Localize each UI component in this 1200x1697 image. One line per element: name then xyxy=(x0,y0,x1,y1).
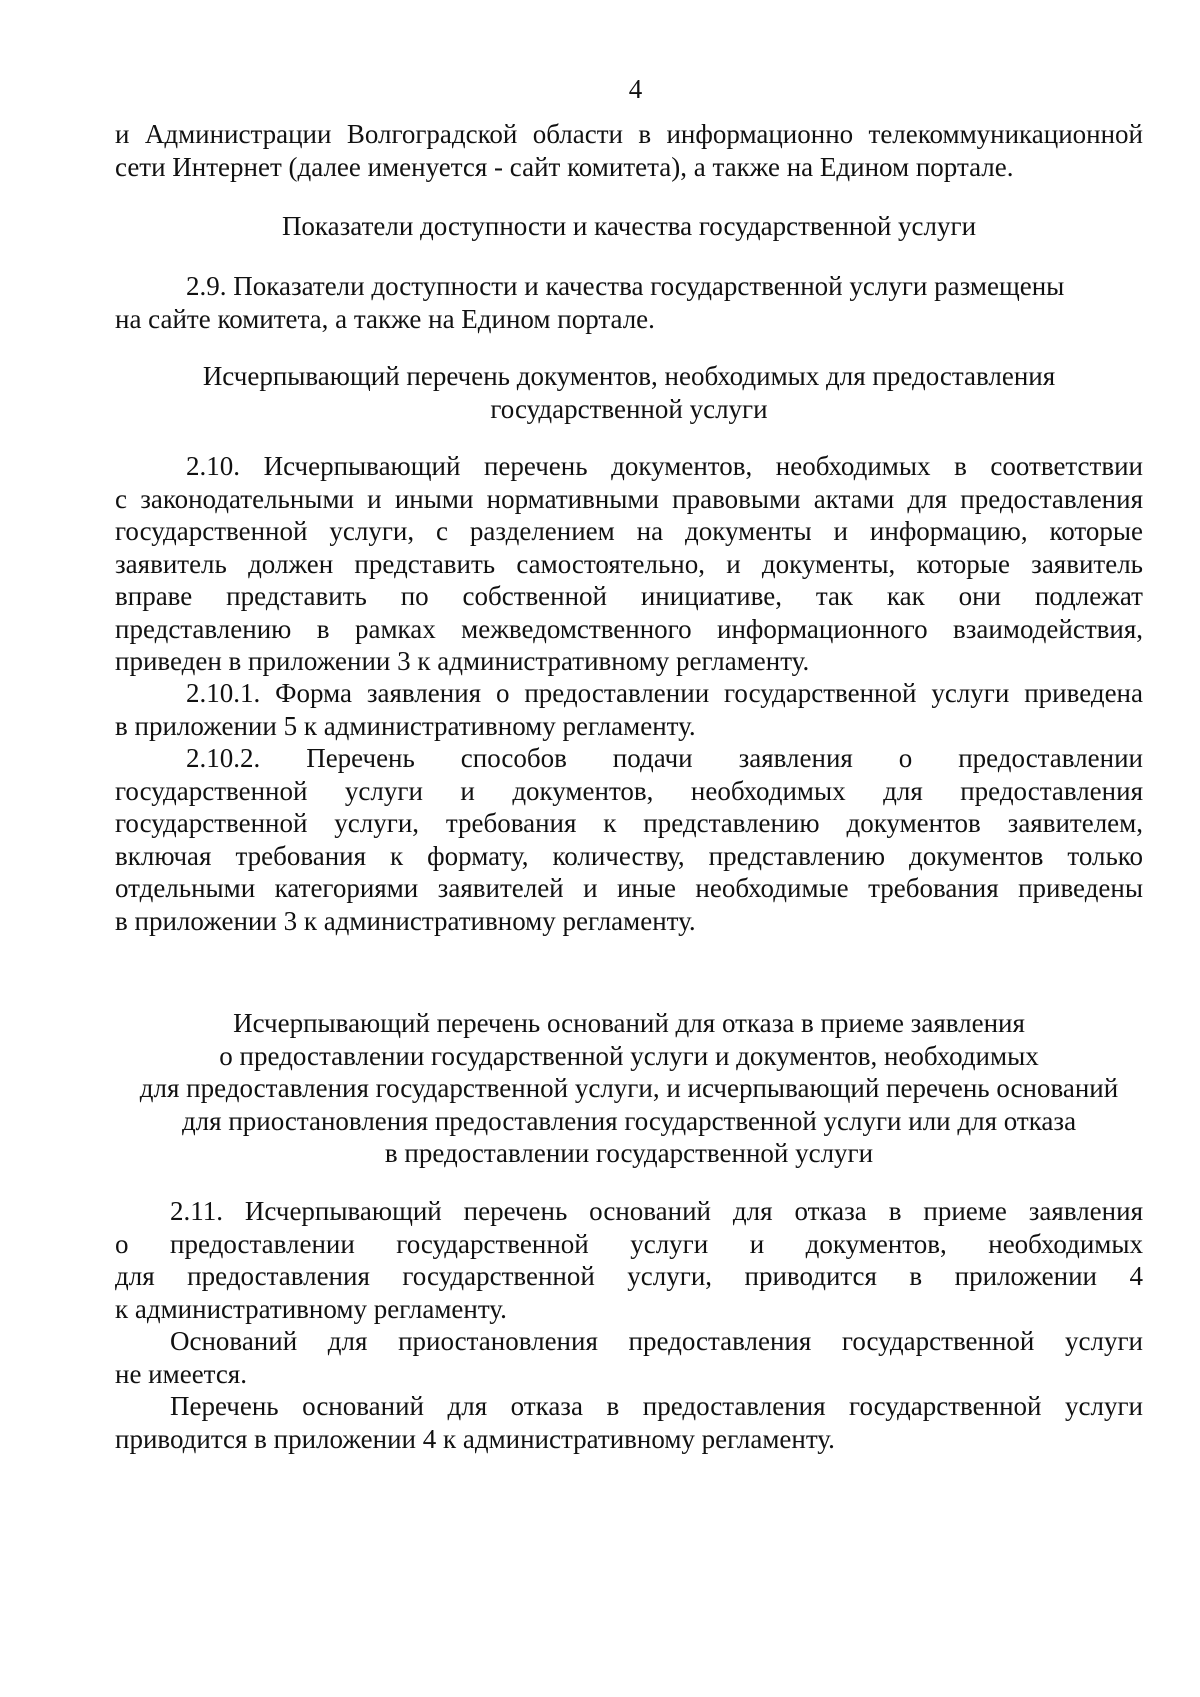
text-line: приводится в приложении 4 к административному регламенту. xyxy=(115,1423,835,1454)
heading-line: для предоставления государственной услуги, и исчерпывающий перечень оснований xyxy=(139,1073,1119,1103)
paragraph-2-9 xyxy=(115,270,1143,335)
text-line: в приложении 3 к административному регламенту. xyxy=(115,905,696,936)
text-line: о предоставлении государственной услуги и документов, необходимых xyxy=(115,1228,1143,1259)
text-line: 2.10.2. Перечень способов подачи заявления о предоставлении xyxy=(186,743,1143,773)
heading-line: Исчерпывающий перечень документов, необходимых для предоставления xyxy=(202,361,1056,391)
heading-line: Исчерпывающий перечень оснований для отказа в приеме заявления xyxy=(233,1008,1025,1038)
paragraph-2-11 xyxy=(115,1195,1143,1325)
text-line: 2.9. Показатели доступности и качества государственной услуги размещены xyxy=(186,271,1065,301)
text-line: 2.11. Исчерпывающий перечень оснований для отказа в приеме заявления xyxy=(170,1196,1143,1226)
heading-line: Показатели доступности и качества государственной услуги xyxy=(281,211,977,241)
text-line: отдельными категориями заявителей и иные необходимые требования приведены xyxy=(115,873,1143,903)
text-line: для предоставления государственной услуги, приводится в приложении 4 xyxy=(115,1261,1143,1291)
heading-line: для приостановления предоставления государственной услуги или для отказа xyxy=(181,1105,1077,1136)
text-line: заявитель должен представить самостоятельно, и документы, которые заявитель xyxy=(115,548,1143,579)
text-line: и Администрации Волгоградской области в информационно телекоммуникационной xyxy=(115,119,1143,149)
text-line: государственной услуги, требования к представлению документов заявителем, xyxy=(115,808,1143,838)
paragraph-2-10 xyxy=(115,450,1143,678)
text-line: вправе представить по собственной инициативе, так как они подлежат xyxy=(115,581,1143,611)
text-line: Перечень оснований для отказа в предоставления государственной услуги xyxy=(170,1391,1143,1421)
text-line: 2.10. Исчерпывающий перечень документов, необходимых в соответствии xyxy=(186,451,1143,481)
heading-line: в предоставлении государственной услуги xyxy=(384,1138,874,1168)
heading-line: государственной услуги xyxy=(490,393,768,424)
text-line: Оснований для приостановления предоставления государственной услуги xyxy=(170,1326,1143,1356)
paragraph-suspension xyxy=(115,1325,1143,1390)
text-line: на сайте комитета, а также на Едином портале. xyxy=(115,303,655,334)
text-line: государственной услуги и документов, необходимых для предоставления xyxy=(115,775,1143,806)
text-line: с законодательными и иными нормативными правовыми актами для предоставления xyxy=(115,483,1143,514)
text-line: включая требования к формату, количеству, представлению документов только xyxy=(115,840,1143,871)
text-line: приведен в приложении 3 к административному регламенту. xyxy=(115,646,810,676)
heading-line: о предоставлении государственной услуги и документов, необходимых xyxy=(219,1040,1039,1071)
section-heading-availability xyxy=(115,210,1143,243)
text-line: в приложении 5 к административному регламенту. xyxy=(115,710,696,741)
text-line: 2.10.1. Форма заявления о предоставлении государственной услуги приведена xyxy=(186,678,1143,708)
section-heading-refusal-grounds xyxy=(115,1007,1143,1170)
text-line: государственной услуги, с разделением на документы и информацию, которые xyxy=(115,516,1143,546)
paragraph-2-10-2 xyxy=(115,742,1143,937)
page-number: 4 xyxy=(628,74,643,104)
text-line: представлению в рамках межведомственного информационного взаимодействия, xyxy=(115,613,1143,644)
intro-paragraph xyxy=(115,118,1143,183)
text-line: сети Интернет (далее именуется - сайт комитета), а также на Едином портале. xyxy=(115,151,1014,182)
paragraph-refusal xyxy=(115,1390,1143,1455)
text-line: к административному регламенту. xyxy=(115,1293,507,1324)
paragraph-2-10-1 xyxy=(115,677,1143,742)
text-line: не имеется. xyxy=(115,1358,247,1389)
section-heading-documents xyxy=(115,360,1143,425)
